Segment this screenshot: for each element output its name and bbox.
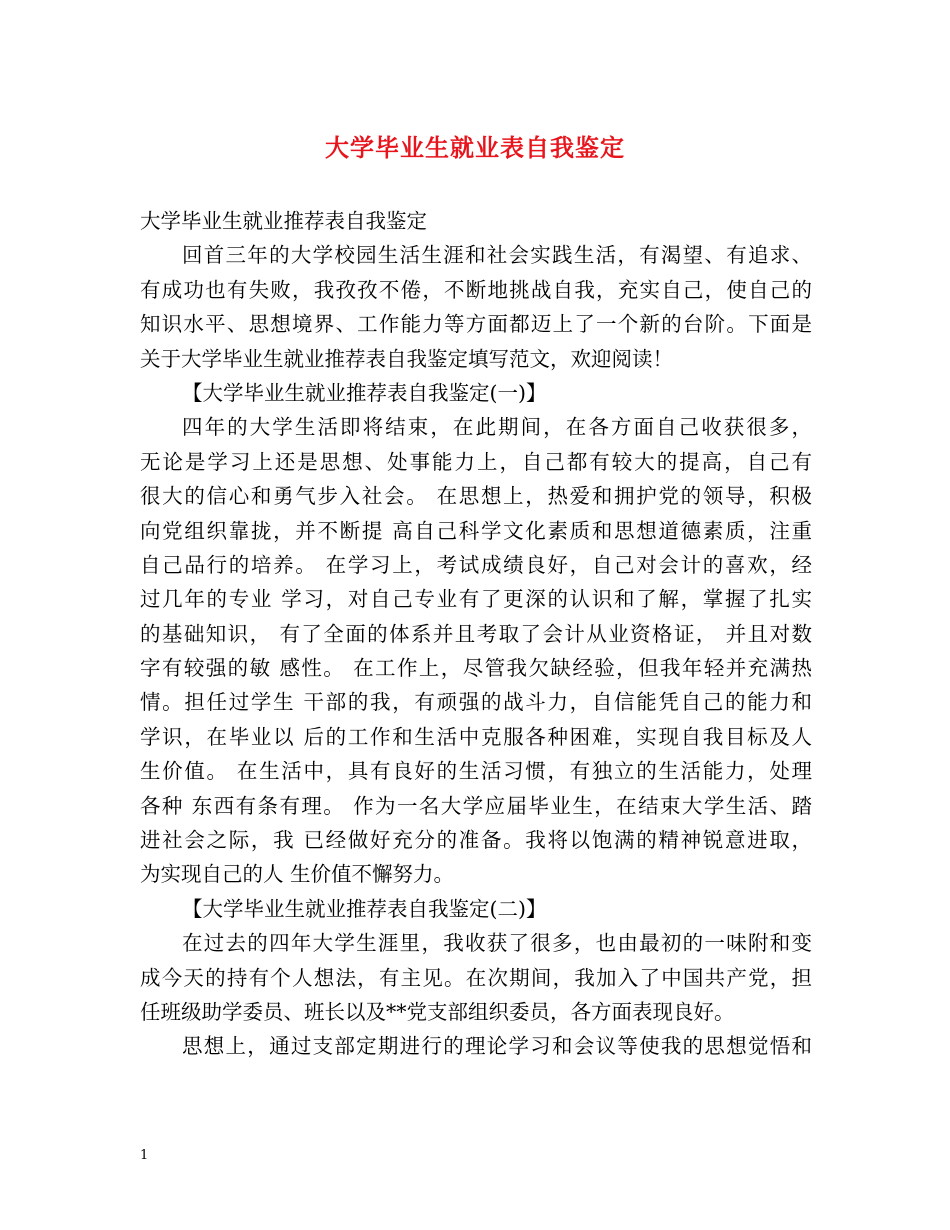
text-line: 有成功也有失败，我孜孜不倦，不断地挑战自我，充实自己，使自己的 bbox=[140, 277, 812, 302]
text-line: 任班级助学委员、班长以及**党支部组织委员，各方面表现良好。 bbox=[140, 999, 735, 1024]
text-line: 关于大学毕业生就业推荐表自我鉴定填写范文，欢迎阅读！ bbox=[140, 346, 673, 371]
document-title: 大学毕业生就业表自我鉴定 bbox=[325, 134, 625, 162]
text-line: 字有较强的敏 感性。 在工作上，尽管我欠缺经验，但我年轻并充满热 bbox=[140, 656, 812, 681]
document-body bbox=[140, 204, 812, 1064]
text-line: 各种 东西有条有理。 作为一名大学应届毕业生，在结束大学生活、踏 bbox=[140, 793, 812, 818]
text-line: 无论是学习上还是思想、处事能力上，自己都有较大的提高，自己有 bbox=[140, 449, 812, 474]
text-line: 很大的信心和勇气步入社会。 在思想上，热爱和拥护党的领导，积极 bbox=[140, 484, 812, 509]
text-line: 生价值。 在生活中，具有良好的生活习惯，有独立的生活能力，处理 bbox=[140, 759, 812, 784]
text-line: 自己品行的培养。 在学习上，考试成绩良好，自己对会计的喜欢，经 bbox=[140, 552, 812, 577]
text-line: 知识水平、思想境界、工作能力等方面都迈上了一个新的台阶。下面是 bbox=[140, 312, 812, 337]
page-number: 1 bbox=[140, 1148, 149, 1163]
text-line: 的基础知识， 有了全面的体系并且考取了会计从业资格证， 并且对数 bbox=[140, 621, 812, 646]
text-line: 成今天的持有个人想法，有主见。在次期间，我加入了中国共产党，担 bbox=[140, 965, 812, 990]
text-line: 回首三年的大学校园生活生涯和社会实践生活，有渴望、有追求、 bbox=[182, 243, 812, 268]
text-line: 向党组织靠拢，并不断提 高自己科学文化素质和思想道德素质，注重 bbox=[140, 518, 812, 543]
text-line: 进社会之际，我 已经做好充分的准备。我将以饱满的精神锐意进取， bbox=[140, 828, 812, 853]
text-line: 四年的大学生活即将结束，在此期间，在各方面自己收获很多， bbox=[182, 415, 812, 440]
text-line: 思想上，通过支部定期进行的理论学习和会议等使我的思想觉悟和 bbox=[182, 1034, 812, 1059]
text-line: 在过去的四年大学生涯里，我收获了很多，也由最初的一味附和变 bbox=[182, 931, 812, 956]
text-line: 大学毕业生就业推荐表自我鉴定 bbox=[140, 209, 427, 233]
text-line: 【大学毕业生就业推荐表自我鉴定(一)】 bbox=[182, 380, 547, 405]
text-line: 为实现自己的人 生价值不懈努力。 bbox=[140, 862, 455, 887]
text-line: 过几年的专业 学习，对自己专业有了更深的认识和了解，掌握了扎实 bbox=[140, 587, 812, 612]
text-line: 【大学毕业生就业推荐表自我鉴定(二)】 bbox=[182, 896, 547, 921]
text-line: 情。担任过学生 干部的我，有顽强的战斗力，自信能凭自己的能力和 bbox=[140, 690, 812, 715]
text-line: 学识，在毕业以 后的工作和生活中克服各种困难，实现自我目标及人 bbox=[140, 724, 812, 749]
